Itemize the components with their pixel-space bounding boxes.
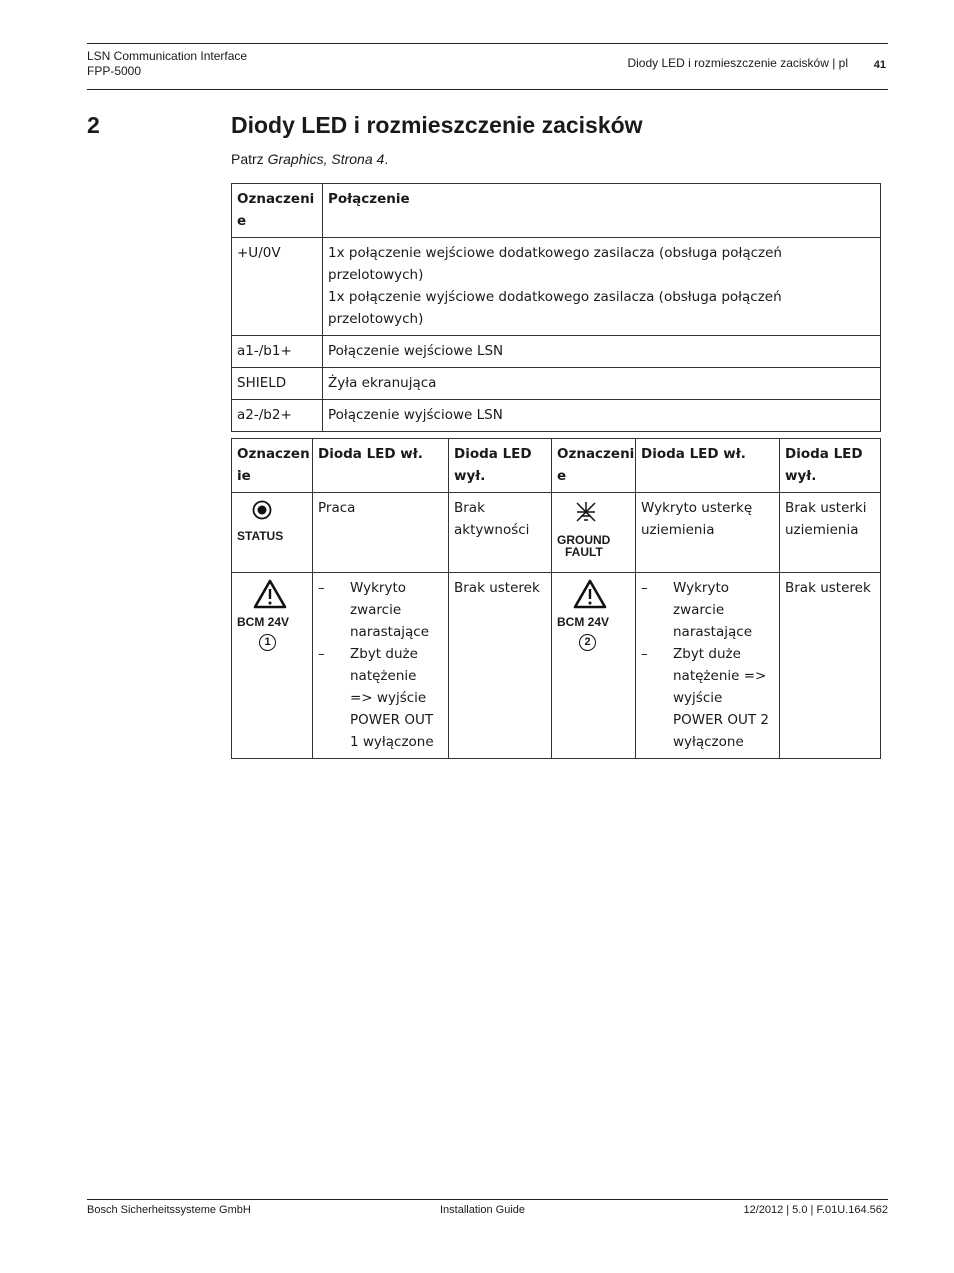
list-item: – Zbyt duże natężenie => wyjście POWER OUT 1 wyłączone: [318, 643, 443, 753]
list-item: – Zbyt duże natężenie => wyjście POWER OUT 2 wyłączone: [641, 643, 774, 753]
column-header: Oznaczeni e: [232, 184, 323, 238]
led-on-text: Wykryto usterkę uziemienia: [636, 493, 780, 573]
description-line: 1x połączenie wyjściowe dodatkowego zasilacza (obsługa połączeń przelotowych): [328, 289, 782, 327]
terminal-table: [231, 183, 881, 432]
header-page-number: 41: [873, 59, 886, 71]
fault-label: FAULT: [565, 545, 603, 559]
led-table: [231, 438, 881, 759]
terminal-label: +U/0V: [232, 238, 323, 336]
led-off-text: Brak aktywności: [449, 493, 552, 573]
ground-label: GROUND: [557, 533, 611, 547]
table-header-row: [232, 184, 881, 238]
status-label: STATUS: [237, 529, 284, 543]
table-row: [232, 368, 881, 400]
description-line: 1x połączenie wejściowe dodatkowego zasilacza (obsługa połączeń przelotowych): [328, 245, 782, 283]
see-suffix: .: [384, 151, 389, 167]
warning-triangle-icon: [573, 579, 607, 609]
terminal-description: Połączenie wejściowe LSN: [323, 336, 881, 368]
footer-rule: [87, 1199, 888, 1200]
header-product: [87, 49, 247, 79]
circled-number: 1: [259, 634, 276, 651]
led-off-text: Brak usterek: [449, 573, 552, 759]
terminal-description: Połączenie wyjściowe LSN: [323, 400, 881, 432]
led-designation-ground-fault: [552, 493, 636, 573]
led-off-text: Brak usterki uziemienia: [780, 493, 881, 573]
section-number: 2: [87, 112, 100, 138]
led-designation-bcm1: [232, 573, 313, 759]
terminal-label: a1-/b1+: [232, 336, 323, 368]
table-header-row: [232, 439, 881, 493]
bcm-label: BCM 24V: [237, 615, 290, 629]
footer-company: Bosch Sicherheitssysteme GmbH: [87, 1204, 251, 1216]
list-item: – Wykryto zwarcie narastające: [318, 577, 443, 643]
terminal-label: a2-/b2+: [232, 400, 323, 432]
terminal-label: SHIELD: [232, 368, 323, 400]
column-header: Połączenie: [323, 184, 881, 238]
led-designation-status: [232, 493, 313, 573]
list-item: – Wykryto zwarcie narastające: [641, 577, 774, 643]
led-off-text: Brak usterek: [780, 573, 881, 759]
see-reference: [231, 151, 388, 167]
header-product-line2: FPP-5000: [87, 64, 142, 78]
header-chapter: Diody LED i rozmieszczenie zacisków | pl: [627, 56, 848, 70]
led-designation-bcm2: [552, 573, 636, 759]
table-row: [232, 573, 881, 759]
column-header: Dioda LED wł.: [313, 439, 449, 493]
ground-fault-icon: [574, 501, 598, 525]
led-on-text: Praca: [313, 493, 449, 573]
warning-triangle-icon: [253, 579, 287, 609]
column-header: Dioda LED wył.: [449, 439, 552, 493]
bcm-label: BCM 24V: [557, 615, 610, 629]
footer-doc-ref: 12/2012 | 5.0 | F.01U.164.562: [743, 1204, 888, 1216]
table-row: [232, 336, 881, 368]
table-row: [232, 238, 881, 336]
footer-doc-type: Installation Guide: [440, 1204, 525, 1216]
terminal-description: Żyła ekranująca: [323, 368, 881, 400]
see-prefix: Patrz: [231, 151, 268, 167]
see-reference-link[interactable]: Graphics, Strona 4: [267, 151, 385, 167]
led-on-list: [636, 573, 780, 759]
header-top-rule: [87, 43, 888, 44]
header-product-line1: LSN Communication Interface: [87, 49, 248, 63]
table-row: [232, 400, 881, 432]
header-bottom-rule: [87, 89, 888, 90]
table-row: [232, 493, 881, 573]
circled-number: 2: [579, 634, 596, 651]
column-header: Dioda LED wł.: [636, 439, 780, 493]
status-icon: [251, 499, 273, 521]
section-title: Diody LED i rozmieszczenie zacisków: [231, 112, 643, 138]
terminal-description: [323, 238, 881, 336]
column-header: Oznaczen ie: [232, 439, 313, 493]
column-header: Dioda LED wył.: [780, 439, 881, 493]
led-on-list: [313, 573, 449, 759]
column-header: Oznaczeni e: [552, 439, 636, 493]
